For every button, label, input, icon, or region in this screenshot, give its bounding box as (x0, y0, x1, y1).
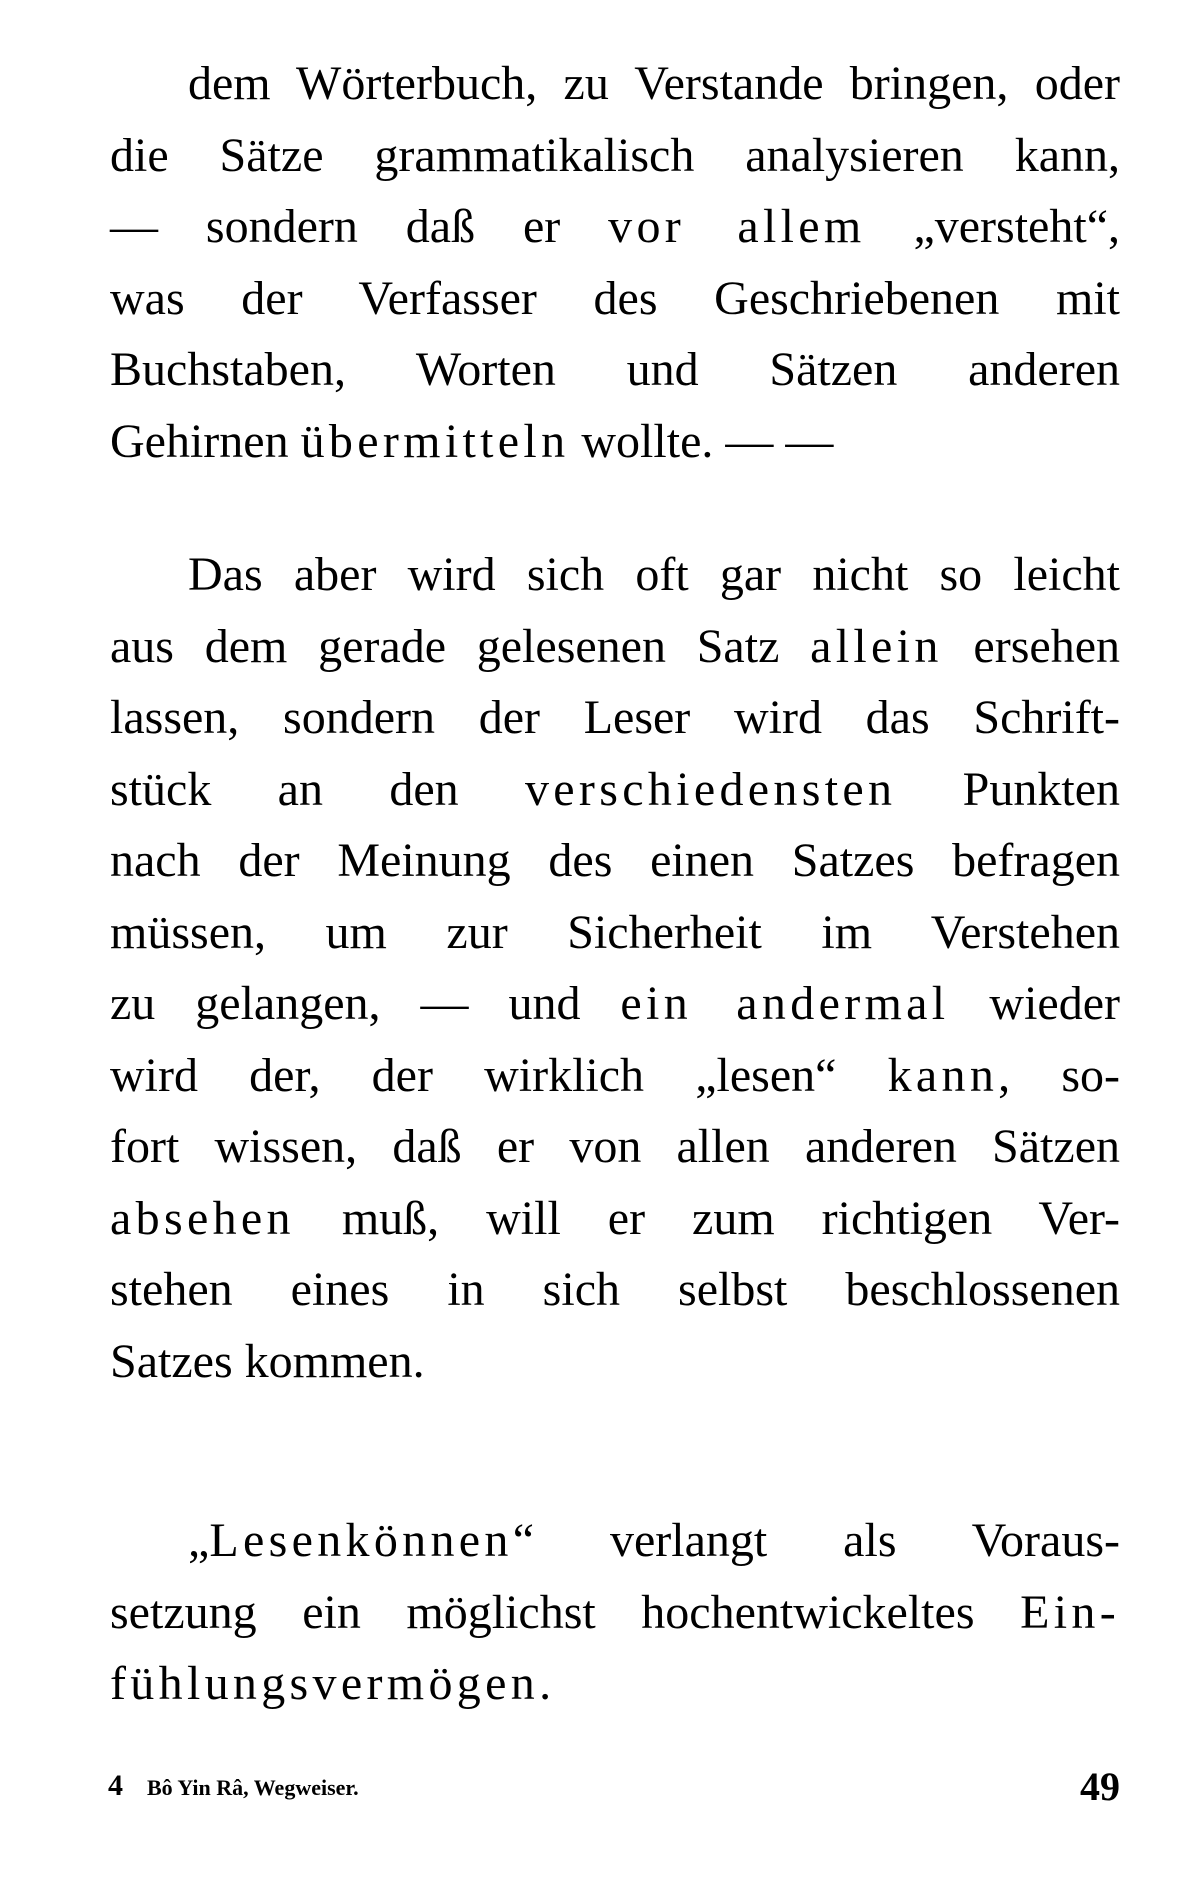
text-segment: muß, will er zum richtigen Ver- (294, 1191, 1120, 1245)
emphasis-spaced-text: Lesenkönnen (209, 1514, 513, 1567)
emphasis-spaced-text: ein andermal (620, 977, 950, 1030)
text-segment: zu gelangen, — und (110, 977, 621, 1030)
text-segment: “ verlangt als Voraus- (512, 1514, 1120, 1567)
text-line (110, 754, 1120, 826)
text-segment: nach der Meinung des einen Satzes befragen (110, 834, 1120, 887)
text-segment: Buchstaben, Worten und Sätzen anderen (110, 343, 1120, 396)
text-segment: die Sätze grammatikalisch analysieren kann, (110, 128, 1120, 182)
emphasis-spaced-text: kann (887, 1048, 999, 1102)
text-line (110, 120, 1120, 192)
text-line (110, 1326, 1120, 1398)
page-text (110, 48, 1120, 1720)
printer-signature (108, 1769, 359, 1803)
text-segment: wieder (949, 977, 1120, 1030)
text-line (110, 682, 1120, 754)
text-line (110, 1111, 1120, 1183)
emphasis-spaced-text: vor allem (608, 200, 866, 253)
text-line (110, 611, 1120, 683)
text-line (110, 191, 1120, 263)
paragraph-3 (110, 1505, 1120, 1720)
paragraph-1 (110, 48, 1120, 477)
text-segment: aus dem gerade gelesenen Satz (110, 619, 811, 673)
signature-text: Bô Yin Râ, Wegweiser. (147, 1775, 359, 1800)
text-segment: wird der, der wirklich „lesen“ (110, 1048, 888, 1102)
text-segment: setzung ein möglichst hochentwickeltes (110, 1585, 1021, 1639)
text-segment: wollte. — — (569, 414, 834, 468)
text-segment: Punkten (896, 762, 1120, 816)
text-line (110, 1254, 1120, 1326)
page-number: 49 (1080, 1764, 1120, 1809)
text-segment: , so- (998, 1048, 1120, 1102)
emphasis-spaced-text: allein (810, 619, 943, 673)
text-line (110, 1040, 1120, 1112)
page-footer (108, 1763, 1120, 1813)
text-line (110, 539, 1120, 611)
text-segment: fort wissen, daß er von allen anderen Sätzen (110, 1120, 1120, 1173)
text-segment: was der Verfasser des Geschriebenen mit (110, 271, 1120, 325)
text-line (110, 1183, 1120, 1255)
text-line (110, 406, 1120, 478)
text-segment: . (539, 1657, 552, 1710)
text-line (110, 48, 1120, 120)
emphasis-spaced-text: verschiedensten (524, 762, 897, 816)
text-line (110, 334, 1120, 406)
paragraph-2 (110, 539, 1120, 1397)
text-segment: „versteht“, (865, 200, 1120, 253)
text-segment: lassen, sondern der Leser wird das Schrift- (110, 691, 1120, 744)
text-segment: Satzes kommen. (110, 1334, 425, 1388)
text-segment: — sondern daß er (110, 200, 609, 253)
text-segment: stück an den (110, 762, 525, 816)
text-line (110, 1648, 1120, 1720)
text-segment: müssen, um zur Sicherheit im Verstehen (110, 905, 1120, 959)
text-line (110, 1577, 1120, 1649)
signature-number: 4 (108, 1769, 123, 1802)
emphasis-spaced-text: absehen (110, 1191, 295, 1245)
emphasis-spaced-text: fühlungsvermögen (110, 1657, 540, 1710)
text-line (110, 897, 1120, 969)
text-segment: stehen eines in sich selbst beschlossenen (110, 1263, 1120, 1316)
text-line (110, 263, 1120, 335)
text-segment: Gehirnen (110, 414, 301, 468)
text-segment: dem Wörterbuch, zu Verstande bringen, oder (188, 57, 1120, 110)
text-line (110, 968, 1120, 1040)
text-segment: „ (188, 1514, 210, 1567)
text-line (110, 825, 1120, 897)
emphasis-spaced-text: Ein- (1020, 1585, 1120, 1639)
emphasis-spaced-text: übermitteln (300, 414, 570, 468)
text-line (110, 1505, 1120, 1577)
text-segment: ersehen (942, 619, 1120, 673)
text-segment: Das aber wird sich oft gar nicht so leicht (188, 548, 1120, 601)
